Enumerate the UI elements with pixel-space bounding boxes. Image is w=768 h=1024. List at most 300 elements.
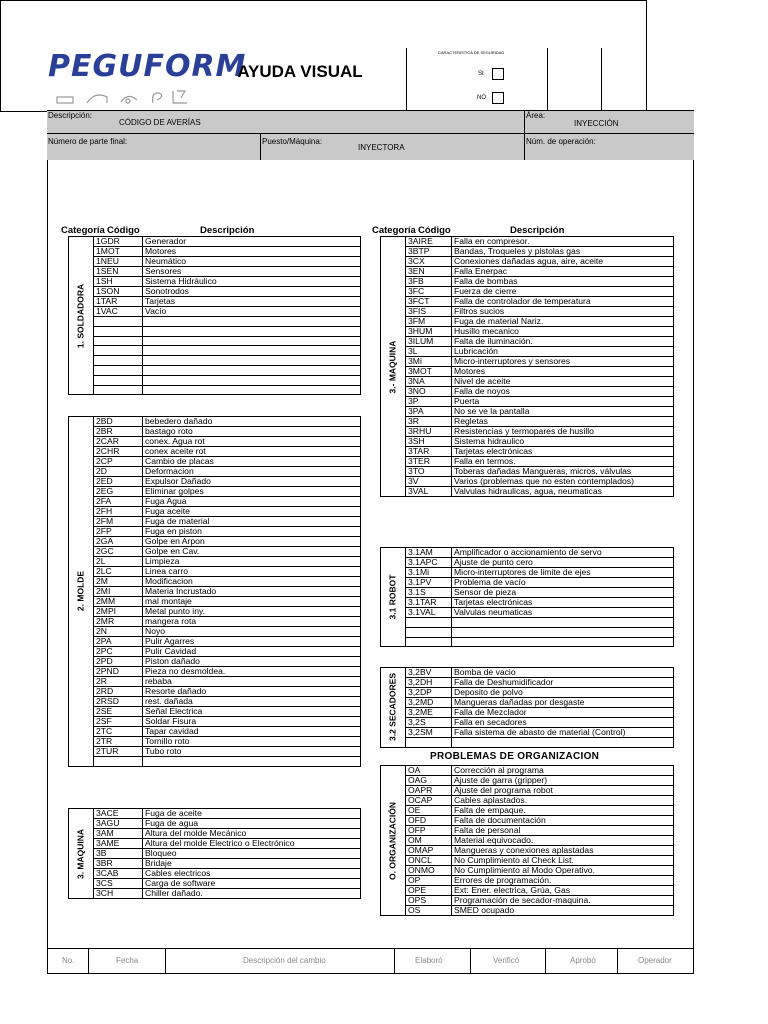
description-cell: Fuga de material bbox=[143, 517, 361, 527]
description-cell: Motores bbox=[143, 247, 361, 257]
right-header-categoria: Categoría bbox=[372, 225, 416, 236]
code-row bbox=[69, 346, 361, 356]
description-cell: Tubo roto bbox=[143, 747, 361, 757]
code-cell: 1SON bbox=[94, 287, 143, 297]
code-cell bbox=[406, 637, 452, 647]
code-row bbox=[381, 347, 674, 357]
description-cell: Ext: Ener. electrica, Grúa, Gas bbox=[452, 886, 674, 896]
code-row bbox=[381, 718, 674, 728]
code-row bbox=[69, 657, 361, 667]
code-cell: 3PA bbox=[406, 407, 452, 417]
code-cell: 2M bbox=[94, 577, 143, 587]
code-row bbox=[69, 577, 361, 587]
code-cell bbox=[406, 618, 452, 628]
description-cell: Chiller dañado. bbox=[143, 889, 361, 899]
code-row bbox=[69, 557, 361, 567]
code-cell bbox=[94, 346, 143, 356]
description-cell: SMED ocupado bbox=[452, 906, 674, 916]
description-cell: Falla en termos. bbox=[452, 457, 674, 467]
code-row bbox=[381, 836, 674, 846]
code-row bbox=[69, 647, 361, 657]
code-row bbox=[381, 257, 674, 267]
code-cell: 1GDR bbox=[94, 237, 143, 247]
code-row bbox=[69, 687, 361, 697]
description-cell: Metal punto iny. bbox=[143, 607, 361, 617]
footer-elaboro: Elaboró bbox=[415, 956, 443, 965]
code-row bbox=[69, 237, 361, 247]
code-cell: 2SF bbox=[94, 717, 143, 727]
code-cell: 2GA bbox=[94, 537, 143, 547]
description-cell: Material equivocado. bbox=[452, 836, 674, 846]
code-cell: OAG bbox=[406, 776, 452, 786]
code-row bbox=[69, 829, 361, 839]
code-cell: OPS bbox=[406, 896, 452, 906]
code-row bbox=[381, 598, 674, 608]
code-row bbox=[381, 367, 674, 377]
code-cell: OS bbox=[406, 906, 452, 916]
code-cell bbox=[94, 385, 143, 395]
code-row bbox=[381, 618, 674, 628]
code-cell: 3.1TAR bbox=[406, 598, 452, 608]
code-row bbox=[69, 365, 361, 375]
code-row bbox=[69, 637, 361, 647]
code-row bbox=[381, 437, 674, 447]
description-cell: Fuga Agua bbox=[143, 497, 361, 507]
code-row bbox=[381, 806, 674, 816]
operacion-label: Núm. de operación: bbox=[526, 137, 596, 146]
code-row bbox=[69, 667, 361, 677]
code-cell: 3FM bbox=[406, 317, 452, 327]
code-row bbox=[69, 879, 361, 889]
code-row bbox=[69, 607, 361, 617]
code-cell: 3.1AM bbox=[406, 548, 452, 558]
descripcion-label: Descripción: bbox=[48, 111, 93, 120]
code-cell: ONCL bbox=[406, 856, 452, 866]
description-cell: No Cumplimiento al Modo Operativo. bbox=[452, 866, 674, 876]
description-cell: Falta de personal bbox=[452, 826, 674, 836]
code-cell: 3P bbox=[406, 397, 452, 407]
description-cell: Sistema Hidráulico bbox=[143, 277, 361, 287]
code-cell: 3,2DH bbox=[406, 678, 452, 688]
category-label: 3.2 SECADORES bbox=[387, 673, 398, 742]
robot-table bbox=[380, 547, 674, 647]
maquina-left-table bbox=[68, 808, 361, 899]
code-cell: 3ILUM bbox=[406, 337, 452, 347]
code-cell: OP bbox=[406, 876, 452, 886]
code-row bbox=[381, 377, 674, 387]
description-cell: Ajuste de punto cero bbox=[452, 558, 674, 568]
code-row bbox=[381, 637, 674, 647]
description-cell: Tarjetas electrónicas bbox=[452, 598, 674, 608]
footer-aprobo: Aprobó bbox=[570, 956, 596, 965]
footer-fecha: Fecha bbox=[116, 956, 139, 965]
code-cell: 2GC bbox=[94, 547, 143, 557]
code-cell bbox=[406, 738, 452, 748]
description-cell: Corrección al programa bbox=[452, 766, 674, 776]
description-cell: Vacío bbox=[143, 307, 361, 317]
description-cell: Tarjetas bbox=[143, 297, 361, 307]
description-cell: Nivel de aceite bbox=[452, 377, 674, 387]
code-row bbox=[381, 407, 674, 417]
code-row bbox=[381, 738, 674, 748]
code-row bbox=[381, 876, 674, 886]
description-cell: Modificacion bbox=[143, 577, 361, 587]
code-row bbox=[69, 417, 361, 427]
description-cell: Falla de Mezclador bbox=[452, 708, 674, 718]
description-cell: Varios (problemas que no esten contemplados) bbox=[452, 477, 674, 487]
code-cell: 3CX bbox=[406, 257, 452, 267]
puesto-value: INYECTORA bbox=[358, 143, 405, 152]
description-cell: Falla en secadores bbox=[452, 718, 674, 728]
description-cell: Sensores bbox=[143, 267, 361, 277]
code-row bbox=[381, 608, 674, 618]
code-row bbox=[381, 856, 674, 866]
code-row bbox=[381, 568, 674, 578]
description-cell: No se ve la pantalla bbox=[452, 407, 674, 417]
code-cell: 2PD bbox=[94, 657, 143, 667]
description-cell: Micro-interruptores y sensores bbox=[452, 357, 674, 367]
code-row bbox=[69, 869, 361, 879]
code-cell: 3FC bbox=[406, 287, 452, 297]
code-cell: 2FP bbox=[94, 527, 143, 537]
code-cell: 3AM bbox=[94, 829, 143, 839]
code-row bbox=[69, 447, 361, 457]
code-cell: 2N bbox=[94, 627, 143, 637]
description-cell: Expulsor Dañado bbox=[143, 477, 361, 487]
code-row bbox=[69, 477, 361, 487]
puesto-label: Puesto/Máquina: bbox=[262, 137, 323, 146]
document-title: AYUDA VISUAL bbox=[237, 62, 363, 81]
code-row bbox=[381, 886, 674, 896]
description-cell: Pieza no desmoldea. bbox=[143, 667, 361, 677]
code-row bbox=[69, 717, 361, 727]
maquina-right-table bbox=[380, 236, 674, 497]
left-header-descripcion: Descripción bbox=[200, 225, 255, 236]
code-cell: 3.1APC bbox=[406, 558, 452, 568]
code-cell: 3,2BV bbox=[406, 668, 452, 678]
description-cell bbox=[143, 326, 361, 336]
description-cell: Toberas dañadas Mangueras, micros, válvulas bbox=[452, 467, 674, 477]
description-cell: Valvulas hidraulicas, agua, neumaticas bbox=[452, 487, 674, 497]
code-row bbox=[381, 277, 674, 287]
code-cell: 2CHR bbox=[94, 447, 143, 457]
description-cell: mal montaje bbox=[143, 597, 361, 607]
description-cell bbox=[143, 365, 361, 375]
code-cell: 2MI bbox=[94, 587, 143, 597]
code-cell: OPE bbox=[406, 886, 452, 896]
code-row bbox=[69, 727, 361, 737]
description-cell: Falla Enerpac bbox=[452, 267, 674, 277]
description-cell: Noyo bbox=[143, 627, 361, 637]
code-row bbox=[381, 467, 674, 477]
area-value: INYECCIÓN bbox=[574, 119, 619, 128]
code-row bbox=[381, 247, 674, 257]
code-row bbox=[381, 896, 674, 906]
code-row bbox=[381, 548, 674, 558]
description-cell: Fuga aceite bbox=[143, 507, 361, 517]
description-cell: Deformacion bbox=[143, 467, 361, 477]
description-cell: Fuga en piston bbox=[143, 527, 361, 537]
category-cell bbox=[381, 766, 406, 916]
security-caption: CARACTERISTICA DE SEGURIDAD bbox=[438, 50, 505, 55]
description-cell: Soldar Fisura bbox=[143, 717, 361, 727]
code-row bbox=[69, 547, 361, 557]
code-row bbox=[69, 336, 361, 346]
code-cell: 2EG bbox=[94, 487, 143, 497]
description-cell bbox=[452, 627, 674, 637]
description-cell: Pulir Cavidad bbox=[143, 647, 361, 657]
code-cell: OA bbox=[406, 766, 452, 776]
code-cell: OFD bbox=[406, 816, 452, 826]
code-row bbox=[69, 859, 361, 869]
organizacion-title: PROBLEMAS DE ORGANIZACION bbox=[430, 751, 600, 762]
category-label: 2. MOLDE bbox=[75, 571, 86, 612]
code-cell: 3V bbox=[406, 477, 452, 487]
code-row bbox=[381, 558, 674, 568]
code-row bbox=[381, 267, 674, 277]
code-cell: 3ACE bbox=[94, 809, 143, 819]
code-cell: 2MR bbox=[94, 617, 143, 627]
code-row bbox=[69, 297, 361, 307]
code-cell bbox=[94, 317, 143, 327]
code-row bbox=[69, 597, 361, 607]
code-cell: 3CS bbox=[94, 879, 143, 889]
code-cell: 3FB bbox=[406, 277, 452, 287]
code-cell: 3TAR bbox=[406, 447, 452, 457]
description-cell: conex. Agua rot bbox=[143, 437, 361, 447]
si-label: SI bbox=[478, 71, 484, 77]
code-cell: 3EN bbox=[406, 267, 452, 277]
code-row bbox=[381, 668, 674, 678]
code-cell: 3BR bbox=[94, 859, 143, 869]
description-cell: Puerta bbox=[452, 397, 674, 407]
description-cell: Fuerza de cierre bbox=[452, 287, 674, 297]
right-header-descripcion: Descripción bbox=[510, 225, 565, 236]
code-row bbox=[69, 757, 361, 767]
code-cell: OM bbox=[406, 836, 452, 846]
category-cell bbox=[69, 417, 94, 767]
description-cell bbox=[143, 356, 361, 366]
code-row bbox=[381, 327, 674, 337]
peguform-product-icons bbox=[55, 88, 195, 106]
description-cell: Limpieza bbox=[143, 557, 361, 567]
description-cell: Regletas bbox=[452, 417, 674, 427]
code-cell: 3,2MD bbox=[406, 698, 452, 708]
code-row bbox=[381, 906, 674, 916]
code-cell: 2ED bbox=[94, 477, 143, 487]
code-cell bbox=[94, 356, 143, 366]
code-cell: OCAP bbox=[406, 796, 452, 806]
description-cell bbox=[143, 317, 361, 327]
code-row bbox=[381, 297, 674, 307]
description-cell: Mangueras dañadas por desgaste bbox=[452, 698, 674, 708]
code-cell bbox=[406, 627, 452, 637]
description-cell: Bloqueo bbox=[143, 849, 361, 859]
category-label: 3.- MAQUINA bbox=[387, 340, 398, 393]
description-cell: Cables electricos bbox=[143, 869, 361, 879]
category-label: 1. SOLDADORA bbox=[75, 283, 86, 348]
code-cell bbox=[94, 375, 143, 385]
description-cell: Piston dañado bbox=[143, 657, 361, 667]
descripcion-value: CÓDIGO DE AVERÍAS bbox=[119, 118, 201, 127]
code-row bbox=[69, 809, 361, 819]
description-cell: Conexiones dañadas agua, aire, aceite bbox=[452, 257, 674, 267]
code-cell: 3.1Mi bbox=[406, 568, 452, 578]
left-header-codigo: Código bbox=[107, 225, 140, 236]
code-cell: 2CP bbox=[94, 457, 143, 467]
category-label: 3.1 ROBOT bbox=[387, 574, 398, 620]
description-cell: Fuga de material Nariz. bbox=[452, 317, 674, 327]
description-cell: Resistencias y termopares de husillo bbox=[452, 427, 674, 437]
code-cell: 3NA bbox=[406, 377, 452, 387]
code-cell: 1VAC bbox=[94, 307, 143, 317]
description-cell: Tornillo roto bbox=[143, 737, 361, 747]
code-row bbox=[381, 796, 674, 806]
description-cell: Falla de controlador de temperatura bbox=[452, 297, 674, 307]
code-row bbox=[381, 627, 674, 637]
no-checkbox[interactable] bbox=[492, 92, 504, 104]
code-cell: 3,2S bbox=[406, 718, 452, 728]
code-cell: 2D bbox=[94, 467, 143, 477]
code-row bbox=[381, 678, 674, 688]
code-cell: 3FIS bbox=[406, 307, 452, 317]
description-cell: Neumático bbox=[143, 257, 361, 267]
code-row bbox=[381, 337, 674, 347]
description-cell: Carga de software bbox=[143, 879, 361, 889]
code-row bbox=[69, 839, 361, 849]
code-cell: 3AGU bbox=[94, 819, 143, 829]
category-cell bbox=[381, 548, 406, 647]
code-cell: 3FCT bbox=[406, 297, 452, 307]
description-cell: Golpe en Cav. bbox=[143, 547, 361, 557]
code-row bbox=[69, 247, 361, 257]
description-cell: Falta de empaque. bbox=[452, 806, 674, 816]
description-cell: Altura del molde Electrico o Electrónico bbox=[143, 839, 361, 849]
code-cell: 2RD bbox=[94, 687, 143, 697]
code-cell: 2PC bbox=[94, 647, 143, 657]
code-cell: 2SE bbox=[94, 707, 143, 717]
description-cell bbox=[143, 336, 361, 346]
code-cell: 3CAB bbox=[94, 869, 143, 879]
code-row bbox=[69, 326, 361, 336]
molde-table bbox=[68, 416, 361, 767]
code-row bbox=[381, 417, 674, 427]
code-cell: 3.1S bbox=[406, 588, 452, 598]
category-cell bbox=[381, 237, 406, 497]
description-cell: Micro-interruptores de limite de ejes bbox=[452, 568, 674, 578]
code-row bbox=[381, 237, 674, 247]
organizacion-table bbox=[380, 765, 674, 916]
description-cell: Mangueras y conexiones aplastadas bbox=[452, 846, 674, 856]
description-cell bbox=[143, 375, 361, 385]
code-row bbox=[69, 317, 361, 327]
code-cell: 2LC bbox=[94, 567, 143, 577]
code-cell: 2CAR bbox=[94, 437, 143, 447]
code-row bbox=[69, 437, 361, 447]
code-row bbox=[69, 587, 361, 597]
description-cell: Eliminar golpes bbox=[143, 487, 361, 497]
code-cell: 1TAR bbox=[94, 297, 143, 307]
code-cell: 2MPI bbox=[94, 607, 143, 617]
description-cell: Cambio de placas bbox=[143, 457, 361, 467]
si-checkbox[interactable] bbox=[492, 68, 504, 80]
code-cell: 2BR bbox=[94, 427, 143, 437]
code-cell: 3TO bbox=[406, 467, 452, 477]
code-cell: 1SH bbox=[94, 277, 143, 287]
code-row bbox=[69, 375, 361, 385]
code-row bbox=[381, 588, 674, 598]
description-cell: Sistema hidraulico bbox=[452, 437, 674, 447]
code-row bbox=[381, 307, 674, 317]
code-row bbox=[381, 477, 674, 487]
change-log-footer bbox=[47, 948, 694, 974]
description-cell: Resorte dañado bbox=[143, 687, 361, 697]
code-cell: 2RSD bbox=[94, 697, 143, 707]
no-label: NO bbox=[477, 95, 486, 101]
code-cell: 3RHU bbox=[406, 427, 452, 437]
code-row bbox=[381, 387, 674, 397]
description-cell: Linea carro bbox=[143, 567, 361, 577]
description-cell: Tarjetas electrónicas bbox=[452, 447, 674, 457]
code-cell: 3MOT bbox=[406, 367, 452, 377]
description-cell: bebedero dañado bbox=[143, 417, 361, 427]
description-cell: Falta de documentación bbox=[452, 816, 674, 826]
code-row bbox=[69, 567, 361, 577]
code-row bbox=[381, 578, 674, 588]
code-row bbox=[381, 766, 674, 776]
code-row bbox=[381, 708, 674, 718]
description-cell: Problema de vacío bbox=[452, 578, 674, 588]
description-cell: Tapar cavidad bbox=[143, 727, 361, 737]
description-cell: Deposito de polvo bbox=[452, 688, 674, 698]
code-cell: 2R bbox=[94, 677, 143, 687]
code-row bbox=[69, 537, 361, 547]
code-cell: 3.1VAL bbox=[406, 608, 452, 618]
code-cell: OAPR bbox=[406, 786, 452, 796]
code-cell: 3NO bbox=[406, 387, 452, 397]
description-cell: Bandas, Troqueles y pistolas gas bbox=[452, 247, 674, 257]
footer-descripcion: Descripción del cambio bbox=[243, 956, 326, 965]
description-cell: rest. dañada bbox=[143, 697, 361, 707]
category-label: 3. MAQUINA bbox=[75, 828, 86, 879]
code-cell: 3AME bbox=[94, 839, 143, 849]
description-cell bbox=[143, 757, 361, 767]
footer-no: No. bbox=[62, 956, 75, 965]
category-cell bbox=[381, 668, 406, 748]
code-row bbox=[381, 447, 674, 457]
description-cell: Motores bbox=[452, 367, 674, 377]
description-cell: conex aceite rot bbox=[143, 447, 361, 457]
description-cell: Falla de bombas bbox=[452, 277, 674, 287]
code-row bbox=[69, 467, 361, 477]
peguform-logo: PEGUFORM bbox=[48, 49, 247, 84]
code-row bbox=[69, 889, 361, 899]
code-row bbox=[381, 487, 674, 497]
description-cell: Sonotrodos bbox=[143, 287, 361, 297]
description-cell: Filtros sucios bbox=[452, 307, 674, 317]
code-cell: 2PND bbox=[94, 667, 143, 677]
code-row bbox=[69, 697, 361, 707]
code-cell: 2BD bbox=[94, 417, 143, 427]
description-cell: Materia Incrustado bbox=[143, 587, 361, 597]
code-row bbox=[381, 816, 674, 826]
description-cell: Programación de secador-maquina. bbox=[452, 896, 674, 906]
description-cell bbox=[452, 618, 674, 628]
right-header-codigo: Código bbox=[418, 225, 451, 236]
description-cell: Falla sistema de abasto de material (Control) bbox=[452, 728, 674, 738]
code-cell: 2TUR bbox=[94, 747, 143, 757]
description-cell: Bridaje bbox=[143, 859, 361, 869]
